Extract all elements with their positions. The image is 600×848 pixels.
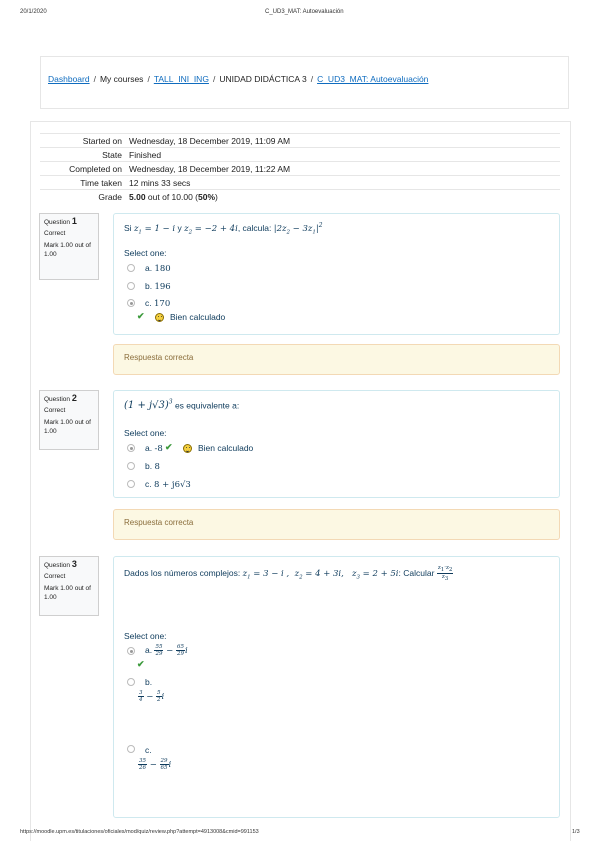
select-one-label: Select one:	[124, 428, 167, 438]
summary-row-time	[40, 175, 560, 190]
smiley-icon	[183, 444, 192, 453]
answer-option-a[interactable]	[145, 644, 188, 657]
answer-option-b[interactable]	[145, 281, 171, 292]
question-box-2	[113, 390, 560, 498]
option-math-b: $\frac{3}{4}$ − $\frac{5}{2}$ i	[139, 690, 165, 703]
correct-check-icon: ✔	[165, 442, 173, 452]
answer-option-c[interactable]	[145, 745, 152, 755]
breadcrumb-quiz-link[interactable]: C_UD3_MAT: Autoevaluación	[317, 74, 429, 84]
question-text-prefix: Dados los números complejos:	[124, 567, 241, 578]
summary-label: Completed on	[69, 164, 122, 174]
option-value: 8 + j6√3	[154, 480, 191, 490]
question-mark: Mark 1.00 out of 1.00	[44, 585, 91, 601]
question-mark: Mark 1.00 out of 1.00	[44, 242, 91, 258]
summary-row-started	[40, 133, 560, 148]
option-letter: b.	[145, 281, 153, 291]
question-label: Question	[44, 396, 71, 403]
math-expression: $|2z_2 - 3z_1|^2$	[273, 222, 323, 236]
breadcrumb-course-link[interactable]: TALL_INI_ING	[153, 74, 209, 84]
summary-label: Time taken	[80, 178, 122, 188]
answer-option-c[interactable]	[145, 298, 170, 309]
print-footer-page: 1/3	[572, 829, 580, 835]
answer-option-a[interactable]	[145, 263, 171, 274]
summary-row-state	[40, 147, 560, 162]
answer-feedback: Bien calculado	[198, 443, 254, 453]
breadcrumb-separator: /	[310, 74, 314, 84]
option-value: 170	[154, 299, 171, 309]
breadcrumb	[48, 74, 428, 84]
summary-row-grade	[40, 189, 560, 204]
question-info-3	[39, 556, 99, 616]
answer-feedback: Bien calculado	[170, 312, 226, 322]
summary-value: Wednesday, 18 December 2019, 11:09 AM	[129, 136, 291, 146]
question-label: Question	[44, 219, 71, 226]
option-value: -8	[154, 444, 163, 454]
correct-check-icon: ✔	[137, 659, 145, 669]
question-text-mid: y	[177, 222, 182, 233]
summary-value: 12 mins 33 secs	[129, 178, 191, 188]
answer-radio-a[interactable]	[127, 264, 135, 272]
answer-option-c[interactable]	[145, 479, 191, 490]
question-text-suffix: : Calcular	[398, 567, 435, 578]
breadcrumb-separator: /	[93, 74, 96, 84]
answer-option-a[interactable]	[145, 443, 163, 454]
breadcrumb-my-courses: My courses	[99, 74, 144, 84]
question-text	[124, 222, 323, 236]
question-status: Correct	[44, 230, 66, 237]
question-info-2	[39, 390, 99, 450]
option-letter: a.	[145, 263, 153, 273]
option-letter: a.	[145, 645, 153, 655]
grade-close-paren: )	[215, 192, 218, 202]
question-number: 1	[71, 216, 77, 226]
summary-row-completed	[40, 161, 560, 176]
summary-value	[129, 192, 218, 202]
question-status: Correct	[44, 407, 66, 414]
question-status: Correct	[44, 573, 66, 580]
answer-radio-b[interactable]	[127, 462, 135, 470]
option-letter: c.	[145, 479, 152, 489]
option-letter: a.	[145, 443, 153, 453]
option-letter: b.	[145, 461, 153, 471]
answer-option-b[interactable]	[145, 677, 152, 687]
general-feedback-1: Respuesta correcta	[113, 344, 560, 375]
question-text	[124, 399, 239, 411]
print-title: C_UD3_MAT: Autoevaluación	[265, 9, 344, 15]
print-footer-url: https://moodle.upm.es/titulaciones/oficiales/mod/quiz/review.php?attempt=4913008&cmid=991153	[20, 829, 259, 835]
answer-radio-a[interactable]	[127, 647, 135, 655]
breadcrumb-separator: /	[212, 74, 216, 84]
question-box-1	[113, 213, 560, 335]
select-one-label: Select one:	[124, 631, 167, 641]
question-label: Question	[44, 562, 71, 569]
breadcrumb-unit: UNIDAD DIDÁCTICA 3	[219, 74, 307, 84]
math-expression: $z_2 = -2 + 4i$	[184, 223, 238, 236]
smiley-icon	[155, 313, 164, 322]
answer-radio-c[interactable]	[127, 299, 135, 307]
grade-percent: 50%	[198, 192, 216, 202]
answer-radio-b[interactable]	[127, 678, 135, 686]
question-text-prefix: Si	[124, 222, 132, 233]
option-letter: c.	[145, 745, 152, 755]
breadcrumb-dashboard-link[interactable]: Dashboard	[48, 74, 90, 84]
breadcrumb-separator: /	[147, 74, 150, 84]
math-expression: $z_1 = 1 - i$	[133, 223, 176, 236]
summary-label: Started on	[82, 136, 122, 146]
select-one-label: Select one:	[124, 248, 167, 258]
option-math-c: $\frac{35}{26}$ − $\frac{29}{65}$ i	[139, 758, 172, 771]
question-text-suffix: , calcula:	[237, 222, 272, 233]
question-number: 3	[71, 559, 77, 569]
answer-radio-c[interactable]	[127, 745, 135, 753]
summary-label: Grade	[98, 192, 122, 202]
question-mark: Mark 1.00 out of 1.00	[44, 419, 91, 435]
question-info-1	[39, 213, 99, 280]
grade-score: 5.00	[129, 192, 146, 202]
option-letter: b.	[145, 677, 153, 687]
answer-radio-a[interactable]	[127, 444, 135, 452]
math-expression: $(1 + j√3)^3$	[124, 399, 173, 412]
option-value: 180	[154, 264, 171, 274]
option-letter: c.	[145, 298, 152, 308]
option-value: 8	[154, 462, 160, 472]
question-text-suffix: es equivalente a:	[174, 400, 240, 411]
correct-check-icon: ✔	[137, 311, 145, 321]
summary-value: Finished	[129, 150, 162, 160]
print-date: 20/1/2020	[20, 9, 47, 15]
answer-option-b[interactable]	[145, 461, 160, 472]
math-expression: $z_1 = 3 - i$ , $z_2 = 4 + 3i$, $z_3 = 2 + 5i$	[242, 568, 399, 581]
math-fraction: $\frac{z_1\cdot z_2}{z_3}$	[437, 565, 453, 583]
option-math-a: $\frac{55}{29}$ − $\frac{65}{29}$ i	[155, 644, 188, 657]
summary-value: Wednesday, 18 December 2019, 11:22 AM	[129, 164, 291, 174]
question-box-3	[113, 556, 560, 818]
grade-out-of: out of 10.00 (	[145, 192, 198, 202]
answer-radio-c[interactable]	[127, 480, 135, 488]
option-value: 196	[154, 282, 171, 292]
question-text	[124, 565, 453, 582]
question-number: 2	[71, 393, 77, 403]
general-feedback-2: Respuesta correcta	[113, 509, 560, 540]
answer-radio-b[interactable]	[127, 282, 135, 290]
summary-label: State	[102, 150, 122, 160]
